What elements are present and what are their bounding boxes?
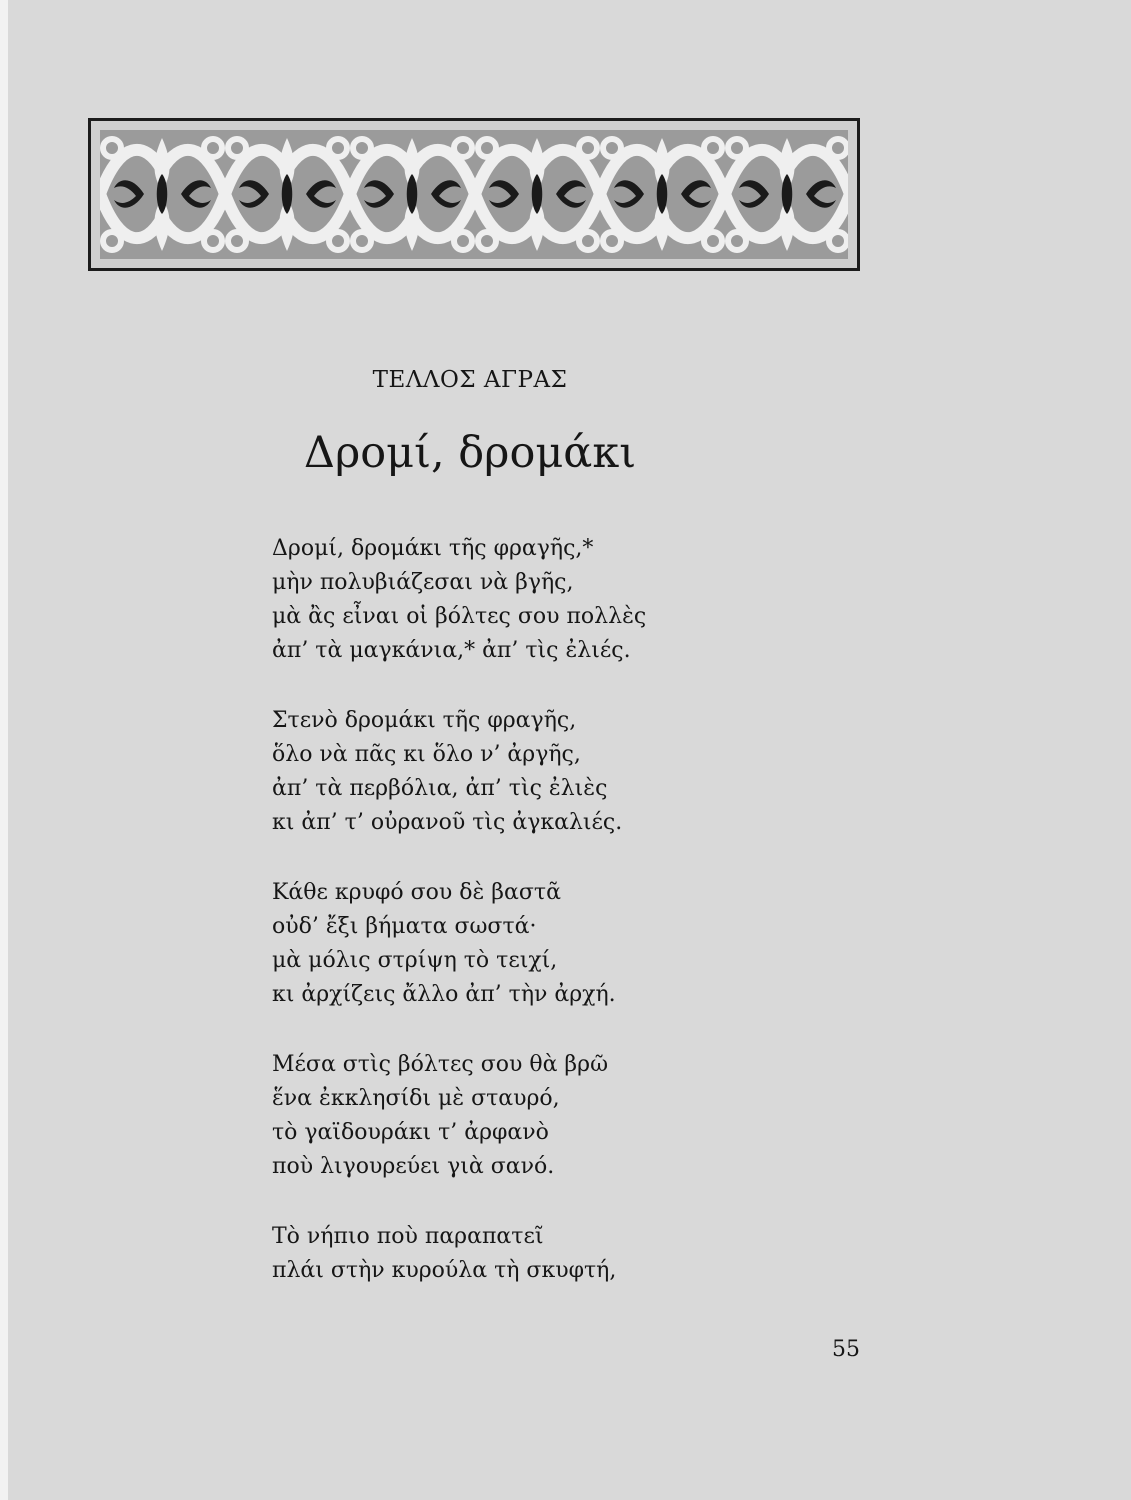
stanza bbox=[272, 532, 832, 668]
poem-line: οὐδ’ ἔξι βήματα σωστά· bbox=[272, 914, 537, 939]
stanza bbox=[272, 876, 832, 1012]
poem-line: τὸ γαϊδουράκι τ’ ἀρφανὸ bbox=[272, 1120, 549, 1145]
poem-line: ἀπ’ τὰ μαγκάνια,* ἀπ’ τὶς ἐλιές. bbox=[272, 638, 631, 663]
stanza bbox=[272, 704, 832, 840]
poem-line: ἕνα ἐκκλησίδι μὲ σταυρό, bbox=[272, 1086, 560, 1111]
poem-line: Μέσα στὶς βόλτες σου θὰ βρῶ bbox=[272, 1052, 609, 1077]
poem-title: Δρομί, δρομάκι bbox=[303, 428, 637, 478]
poem-line: Δρομί, δρομάκι τῆς φραγῆς,* bbox=[272, 536, 594, 561]
poem-line: μὴν πολυβιάζεσαι νὰ βγῆς, bbox=[272, 570, 574, 595]
poem-line: Τὸ νήπιο ποὺ παραπατεῖ bbox=[272, 1224, 544, 1249]
poem-line: πλάι στὴν κυρούλα τὴ σκυφτή, bbox=[272, 1258, 617, 1283]
poem-line: Κάθε κρυφό σου δὲ βαστᾶ bbox=[272, 880, 561, 905]
page-number: 55 bbox=[832, 1337, 860, 1362]
page-edge bbox=[0, 0, 8, 1500]
poem-line: Στενὸ δρομάκι τῆς φραγῆς, bbox=[272, 708, 577, 733]
poem-line: μὰ μόλις στρίψη τὸ τειχί, bbox=[272, 948, 558, 973]
ornamental-header-band bbox=[88, 118, 860, 271]
poem-body bbox=[272, 532, 832, 1324]
poem-line: μὰ ἂς εἶναι οἱ βόλτες σου πολλὲς bbox=[272, 604, 647, 629]
poem-line: ἀπ’ τὰ περβόλια, ἀπ’ τὶς ἐλιὲς bbox=[272, 776, 608, 801]
stanza bbox=[272, 1048, 832, 1184]
poem-line: κι ἀρχίζεις ἄλλο ἀπ’ τὴν ἀρχή. bbox=[272, 982, 616, 1007]
poem-line: κι ἀπ’ τ’ οὐρανοῦ τὶς ἀγκαλιές. bbox=[272, 810, 623, 835]
poem-line: ποὺ λιγουρεύει γιὰ σανό. bbox=[272, 1154, 555, 1179]
poem-line: ὅλο νὰ πᾶς κι ὅλο ν’ ἀργῆς, bbox=[272, 742, 581, 767]
poem-author: ΤΕΛΛΟΣ ΑΓΡΑΣ bbox=[372, 367, 568, 393]
ornament-pattern-icon bbox=[100, 130, 848, 259]
stanza bbox=[272, 1220, 832, 1288]
